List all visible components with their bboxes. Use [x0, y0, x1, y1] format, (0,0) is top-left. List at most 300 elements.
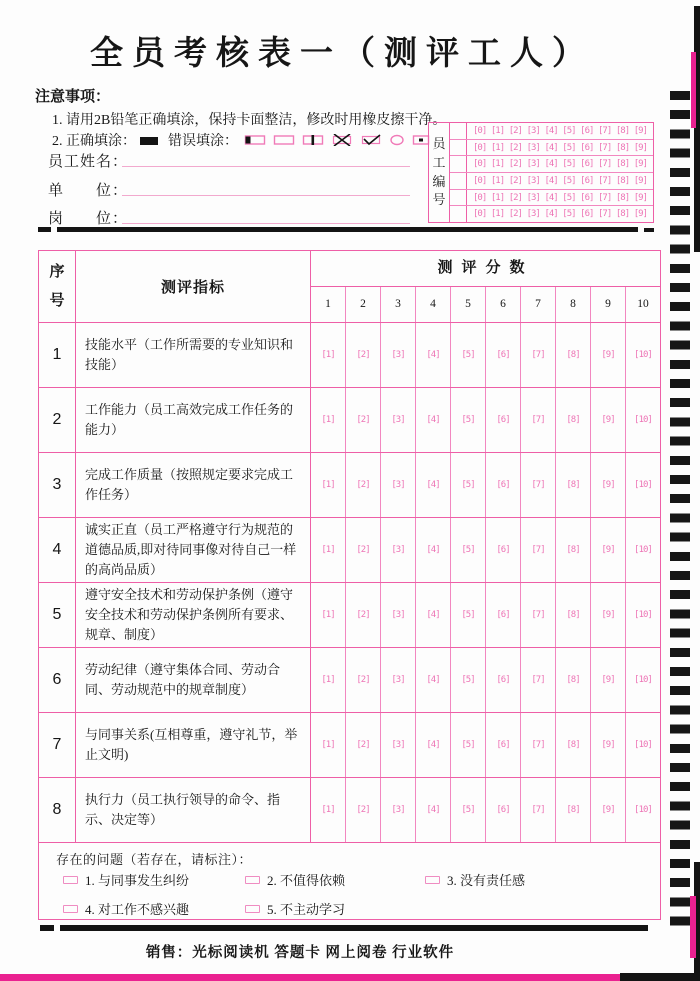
- header-score-title: 测评分数: [311, 251, 660, 287]
- score-bubble-cell[interactable]: [416, 713, 451, 777]
- row-score-bubbles: [311, 388, 660, 452]
- row-indicator: 劳动纪律（遵守集体合同、劳动合同、劳动规范中的规章制度）: [76, 648, 311, 712]
- mark-bubble: [3]: [391, 610, 405, 620]
- mark-bubble: [2]: [356, 675, 370, 685]
- digit-bubble-row: [467, 156, 653, 172]
- row-number: 1: [39, 323, 76, 387]
- mark-bubble[interactable]: [7]: [598, 192, 612, 203]
- score-bubble-cell[interactable]: [521, 323, 556, 387]
- score-bubble-cell[interactable]: [346, 713, 381, 777]
- score-bubble-cell[interactable]: [451, 518, 486, 582]
- mark-bubble[interactable]: [1]: [490, 159, 505, 170]
- row-indicator: 技能水平（工作所需要的专业知识和技能）: [76, 323, 311, 387]
- mark-bubble: [5]: [461, 415, 475, 425]
- scan-edge-bottom-corner: [620, 973, 700, 981]
- mark-bubble[interactable]: [1]: [490, 125, 505, 136]
- score-number: 5: [451, 287, 486, 322]
- score-bubble-cell[interactable]: [311, 648, 346, 712]
- digit-write-cell[interactable]: [450, 123, 467, 139]
- mark-bubble: [9]: [601, 805, 615, 815]
- digit-bubble-row: [467, 173, 653, 189]
- score-bubble-cell[interactable]: [556, 388, 591, 452]
- mark-bubble: [10]: [634, 415, 652, 425]
- mark-bubble[interactable]: [1]: [490, 142, 505, 153]
- mark-bubble: [2]: [356, 350, 370, 360]
- mark-bubble: [9]: [601, 415, 615, 425]
- mark-bubble: [4]: [426, 415, 440, 425]
- score-bubble-cell[interactable]: [556, 518, 591, 582]
- mark-bubble[interactable]: [9]: [633, 142, 647, 153]
- sync-line-top: [57, 227, 638, 232]
- row-number: 2: [39, 388, 76, 452]
- score-bubble-cell[interactable]: [346, 778, 381, 842]
- score-bubble-cell[interactable]: [451, 388, 486, 452]
- score-bubble-cell[interactable]: [591, 518, 626, 582]
- mark-bubble[interactable]: [8]: [615, 192, 630, 203]
- mark-bubble: [7]: [531, 675, 545, 685]
- digit-write-cell[interactable]: [450, 173, 467, 189]
- post-label: 岗 位：: [48, 211, 129, 227]
- score-bubble-cell[interactable]: [346, 388, 381, 452]
- score-bubble-cell[interactable]: [486, 388, 521, 452]
- mark-bubble[interactable]: [5]: [562, 209, 576, 220]
- mark-bubble: [5]: [461, 480, 475, 490]
- mark-bubble: [6]: [496, 675, 510, 685]
- row-indicator: 工作能力（员工高效完成工作任务的能力）: [76, 388, 311, 452]
- mark-bubble: [4]: [426, 545, 440, 555]
- score-bubble-cell[interactable]: [626, 518, 660, 582]
- score-bubble-cell[interactable]: [346, 648, 381, 712]
- digit-write-cell[interactable]: [450, 206, 467, 222]
- mark-bubble[interactable]: [1]: [490, 192, 505, 203]
- score-bubble-cell[interactable]: [521, 648, 556, 712]
- score-bubble-cell[interactable]: [311, 713, 346, 777]
- mark-bubble[interactable]: [4]: [544, 125, 558, 136]
- mark-bubble: [4]: [426, 480, 440, 490]
- score-bubble-cell[interactable]: [556, 713, 591, 777]
- row-score-bubbles: [311, 323, 660, 387]
- employee-id-label: 员工编号: [429, 123, 450, 222]
- score-bubble-cell[interactable]: [626, 583, 660, 647]
- score-bubble-cell[interactable]: [346, 583, 381, 647]
- score-bubble-cell[interactable]: [451, 583, 486, 647]
- mark-bubble: [10]: [634, 805, 652, 815]
- unit-label: 单 位：: [48, 183, 129, 199]
- score-bubble-cell[interactable]: [381, 778, 416, 842]
- mark-bubble[interactable]: [7]: [598, 175, 612, 186]
- problems-section: [39, 843, 660, 919]
- mark-bubble[interactable]: [4]: [544, 209, 558, 220]
- mark-bubble[interactable]: [6]: [580, 192, 594, 203]
- scan-edge-bottom-magenta: [690, 896, 696, 958]
- mark-bubble: [7]: [531, 545, 545, 555]
- mark-bubble: [6]: [496, 480, 510, 490]
- mark-bubble: [8]: [566, 545, 580, 555]
- mark-bubble[interactable]: [9]: [633, 175, 647, 186]
- score-bubble-cell[interactable]: [486, 583, 521, 647]
- wrong-fill-examples: [244, 134, 430, 146]
- employee-id-row: [450, 140, 653, 157]
- score-bubble-cell[interactable]: [626, 648, 660, 712]
- score-bubble-cell[interactable]: [591, 713, 626, 777]
- wrong-fill-label: 错误填涂：: [168, 134, 238, 149]
- score-bubble-cell[interactable]: [556, 648, 591, 712]
- mark-bubble: [4]: [426, 740, 440, 750]
- checkbox-icon[interactable]: [245, 876, 260, 884]
- mark-bubble[interactable]: [3]: [526, 175, 540, 186]
- score-table: [38, 250, 661, 920]
- row-score-bubbles: [311, 648, 660, 712]
- mark-bubble: [3]: [391, 350, 405, 360]
- table-row: [39, 453, 660, 518]
- row-indicator: 与同事关系(互相尊重，遵守礼节，举止文明): [76, 713, 311, 777]
- mark-bubble[interactable]: [8]: [615, 142, 630, 153]
- mark-bubble[interactable]: [0]: [473, 125, 487, 136]
- mark-bubble[interactable]: [7]: [598, 159, 612, 170]
- mark-bubble: [4]: [426, 805, 440, 815]
- problems-heading: 存在的问题（若存在，请标注）：: [56, 852, 253, 867]
- score-bubble-cell[interactable]: [381, 713, 416, 777]
- score-bubble-cell[interactable]: [521, 518, 556, 582]
- mark-bubble: [1]: [321, 415, 335, 425]
- mark-bubble[interactable]: [8]: [615, 175, 630, 186]
- score-bubble-cell[interactable]: [381, 583, 416, 647]
- mark-bubble[interactable]: [2]: [508, 209, 522, 220]
- wrong-fill-thinline-icon: [302, 134, 324, 146]
- mark-bubble[interactable]: [7]: [598, 125, 612, 136]
- score-bubble-cell[interactable]: [311, 323, 346, 387]
- score-bubble-cell[interactable]: [521, 583, 556, 647]
- checkbox-icon[interactable]: [245, 905, 260, 913]
- row-score-bubbles: [311, 713, 660, 777]
- row-number: 3: [39, 453, 76, 517]
- score-bubble-cell[interactable]: [416, 323, 451, 387]
- score-bubble-cell[interactable]: [346, 518, 381, 582]
- mark-bubble[interactable]: [0]: [473, 142, 487, 153]
- wrong-fill-check-icon: [360, 134, 382, 146]
- score-bubble-cell[interactable]: [311, 518, 346, 582]
- mark-bubble: [2]: [356, 740, 370, 750]
- score-bubble-cell[interactable]: [311, 778, 346, 842]
- mark-bubble[interactable]: [3]: [526, 142, 540, 153]
- employee-id-row: [450, 190, 653, 207]
- score-bubble-cell[interactable]: [521, 713, 556, 777]
- score-bubble-cell[interactable]: [486, 648, 521, 712]
- digit-bubble-row: [467, 123, 653, 139]
- sync-dash-left-top: [38, 227, 51, 232]
- mark-bubble: [5]: [461, 350, 475, 360]
- mark-bubble: [1]: [321, 805, 335, 815]
- mark-bubble: [4]: [426, 610, 440, 620]
- form-title: 全员考核表一（测评工人）: [90, 36, 594, 72]
- wrong-fill-empty-icon: [273, 134, 295, 146]
- score-number: 8: [556, 287, 591, 322]
- mark-bubble[interactable]: [6]: [580, 125, 594, 136]
- employee-id-row: [450, 123, 653, 140]
- mark-bubble[interactable]: [6]: [580, 209, 594, 220]
- scan-edge-top-magenta: [691, 52, 696, 128]
- row-number: 7: [39, 713, 76, 777]
- table-row: [39, 518, 660, 583]
- digit-write-cell[interactable]: [450, 190, 467, 206]
- mark-bubble[interactable]: [0]: [473, 192, 487, 203]
- mark-bubble[interactable]: [2]: [508, 175, 522, 186]
- note-line-2: [52, 130, 430, 150]
- score-bubble-cell[interactable]: [381, 388, 416, 452]
- mark-bubble[interactable]: [5]: [562, 175, 576, 186]
- mark-bubble: [1]: [321, 675, 335, 685]
- mark-bubble: [9]: [601, 350, 615, 360]
- score-bubble-cell[interactable]: [556, 583, 591, 647]
- mark-bubble: [8]: [566, 350, 580, 360]
- mark-bubble[interactable]: [8]: [615, 159, 630, 170]
- row-score-bubbles: [311, 583, 660, 647]
- note-line-1: 1. 请用2B铅笔正确填涂，保持卡面整洁，修改时用橡皮擦干净。: [52, 113, 447, 128]
- mark-bubble[interactable]: [9]: [633, 125, 647, 136]
- mark-bubble[interactable]: [4]: [544, 159, 558, 170]
- score-bubble-cell[interactable]: [626, 323, 660, 387]
- mark-bubble[interactable]: [3]: [526, 192, 540, 203]
- mark-bubble: [6]: [496, 350, 510, 360]
- mark-bubble[interactable]: [8]: [615, 125, 630, 136]
- table-row: [39, 713, 660, 778]
- mark-bubble[interactable]: [9]: [633, 192, 647, 203]
- mark-bubble[interactable]: [6]: [580, 142, 594, 153]
- score-bubble-cell[interactable]: [591, 388, 626, 452]
- mark-bubble[interactable]: [6]: [580, 159, 594, 170]
- score-bubble-cell[interactable]: [626, 713, 660, 777]
- score-bubble-cell[interactable]: [521, 453, 556, 517]
- mark-bubble: [9]: [601, 675, 615, 685]
- scan-edge-top: [694, 6, 700, 252]
- score-bubble-cell[interactable]: [451, 453, 486, 517]
- employee-id-row: [450, 156, 653, 173]
- score-bubble-cell[interactable]: [486, 778, 521, 842]
- checkbox-icon[interactable]: [63, 876, 78, 884]
- mark-bubble: [5]: [461, 805, 475, 815]
- row-score-bubbles: [311, 453, 660, 517]
- score-number: 6: [486, 287, 521, 322]
- mark-bubble: [6]: [496, 545, 510, 555]
- employee-name-label: 员工姓名：: [48, 154, 129, 170]
- employee-id-row: [450, 206, 653, 222]
- mark-bubble[interactable]: [5]: [562, 125, 576, 136]
- score-bubble-cell[interactable]: [521, 388, 556, 452]
- score-bubble-cell[interactable]: [486, 323, 521, 387]
- wrong-fill-cross-icon: [331, 134, 353, 146]
- mark-bubble[interactable]: [4]: [544, 142, 558, 153]
- correct-fill-example-icon: [140, 137, 158, 145]
- score-bubble-cell[interactable]: [556, 453, 591, 517]
- notes-heading: 注意事项：: [35, 89, 111, 105]
- mark-bubble: [10]: [634, 610, 652, 620]
- mark-bubble[interactable]: [2]: [508, 125, 522, 136]
- mark-bubble[interactable]: [2]: [508, 159, 522, 170]
- score-bubble-cell[interactable]: [591, 778, 626, 842]
- score-bubble-cell[interactable]: [486, 518, 521, 582]
- mark-bubble: [1]: [321, 350, 335, 360]
- mark-bubble[interactable]: [1]: [490, 209, 505, 220]
- score-bubble-cell[interactable]: [311, 453, 346, 517]
- score-bubble-cell[interactable]: [416, 518, 451, 582]
- score-bubble-cell[interactable]: [451, 713, 486, 777]
- problem-option-5[interactable]: 5. 不主动学习: [245, 899, 345, 918]
- score-bubble-cell[interactable]: [416, 778, 451, 842]
- score-bubble-cell[interactable]: [346, 323, 381, 387]
- score-bubble-cell[interactable]: [626, 778, 660, 842]
- row-number: 8: [39, 778, 76, 842]
- mark-bubble[interactable]: [0]: [473, 175, 487, 186]
- vendor-footer: 销售：光标阅读机 答题卡 网上阅卷 行业软件: [145, 945, 455, 961]
- score-number: 9: [591, 287, 626, 322]
- row-score-bubbles: [311, 518, 660, 582]
- score-bubble-cell[interactable]: [626, 388, 660, 452]
- score-number: 10: [637, 298, 649, 310]
- row-indicator: 诚实正直（员工严格遵守行为规范的道德品质,即对待同事像对待自己一样的高尚品质）: [76, 518, 311, 582]
- mark-bubble: [10]: [634, 545, 652, 555]
- mark-bubble[interactable]: [2]: [508, 142, 522, 153]
- score-bubble-cell[interactable]: [591, 583, 626, 647]
- score-bubble-cell[interactable]: [591, 453, 626, 517]
- score-bubble-cell[interactable]: [591, 648, 626, 712]
- mark-bubble: [8]: [566, 415, 580, 425]
- problem-option-2[interactable]: 2. 不值得依赖: [245, 870, 345, 889]
- score-number: 1: [311, 287, 346, 322]
- score-bubble-cell[interactable]: [451, 323, 486, 387]
- mark-bubble: [8]: [566, 740, 580, 750]
- score-bubble-cell[interactable]: [486, 713, 521, 777]
- mark-bubble: [4]: [426, 675, 440, 685]
- mark-bubble[interactable]: [3]: [526, 209, 540, 220]
- wrong-fill-halfmark-icon: [244, 134, 266, 146]
- mark-bubble: [6]: [496, 610, 510, 620]
- digit-write-cell[interactable]: [450, 156, 467, 172]
- mark-bubble[interactable]: [7]: [598, 142, 612, 153]
- score-bubble-cell[interactable]: [381, 648, 416, 712]
- mark-bubble[interactable]: [4]: [544, 175, 558, 186]
- mark-bubble: [6]: [496, 740, 510, 750]
- mark-bubble: [3]: [391, 415, 405, 425]
- header-scores: [311, 251, 660, 322]
- mark-bubble[interactable]: [8]: [615, 209, 630, 220]
- sync-line-bottom: [60, 925, 648, 931]
- mark-bubble[interactable]: [9]: [633, 209, 647, 220]
- unit-line[interactable]: [122, 195, 410, 196]
- wrong-fill-circle-icon: [389, 134, 405, 146]
- score-bubble-cell[interactable]: [311, 583, 346, 647]
- mark-bubble[interactable]: [3]: [526, 159, 540, 170]
- mark-bubble: [5]: [461, 610, 475, 620]
- score-bubble-cell[interactable]: [311, 388, 346, 452]
- scan-edge-bottom-strip: [0, 974, 622, 981]
- mark-bubble: [8]: [566, 480, 580, 490]
- mark-bubble[interactable]: [3]: [526, 125, 540, 136]
- post-line[interactable]: [122, 223, 410, 224]
- mark-bubble[interactable]: [6]: [580, 175, 594, 186]
- score-bubble-cell[interactable]: [556, 778, 591, 842]
- problem-option-3[interactable]: 3. 没有责任感: [425, 870, 525, 889]
- mark-bubble: [2]: [356, 610, 370, 620]
- score-bubble-cell[interactable]: [381, 518, 416, 582]
- employee-id-rows: [450, 123, 653, 222]
- score-bubble-cell[interactable]: [416, 453, 451, 517]
- score-bubble-cell[interactable]: [486, 453, 521, 517]
- score-bubble-cell[interactable]: [626, 453, 660, 517]
- score-number: 7: [521, 287, 556, 322]
- score-bubble-cell[interactable]: [416, 388, 451, 452]
- mark-bubble: [2]: [356, 415, 370, 425]
- sync-dash-right-top: [644, 228, 654, 232]
- checkbox-icon[interactable]: [63, 905, 78, 913]
- score-number: 2: [346, 287, 381, 322]
- score-bubble-cell[interactable]: [556, 323, 591, 387]
- mark-bubble: [8]: [566, 610, 580, 620]
- mark-bubble[interactable]: [2]: [508, 192, 522, 203]
- mark-bubble: [9]: [601, 480, 615, 490]
- digit-write-cell[interactable]: [450, 140, 467, 156]
- score-bubble-cell[interactable]: [451, 648, 486, 712]
- employee-id-grid: [428, 122, 654, 223]
- score-bubble-cell[interactable]: [591, 323, 626, 387]
- mark-bubble[interactable]: [5]: [562, 192, 576, 203]
- mark-bubble[interactable]: [0]: [473, 159, 487, 170]
- score-bubble-cell[interactable]: [381, 323, 416, 387]
- score-bubble-cell[interactable]: [521, 778, 556, 842]
- digit-bubble-row: [467, 140, 653, 156]
- table-row: [39, 388, 660, 453]
- score-bubble-cell[interactable]: [451, 778, 486, 842]
- mark-bubble[interactable]: [9]: [633, 159, 647, 170]
- mark-bubble: [6]: [496, 805, 510, 815]
- table-row: [39, 583, 660, 648]
- mark-bubble: [8]: [566, 805, 580, 815]
- mark-bubble: [9]: [601, 610, 615, 620]
- checkbox-icon[interactable]: [425, 876, 440, 884]
- row-number: 4: [39, 518, 76, 582]
- score-bubble-cell[interactable]: [381, 453, 416, 517]
- mark-bubble[interactable]: [0]: [473, 209, 487, 220]
- score-bubble-cell[interactable]: [346, 453, 381, 517]
- score-number: 4: [416, 287, 451, 322]
- score-bubble-cell[interactable]: [416, 648, 451, 712]
- row-number: 6: [39, 648, 76, 712]
- mark-bubble: [7]: [531, 610, 545, 620]
- mark-bubble: [2]: [356, 480, 370, 490]
- problem-option-4[interactable]: 4. 对工作不感兴趣: [63, 899, 189, 918]
- mark-bubble: [8]: [566, 675, 580, 685]
- employee-name-line[interactable]: [122, 166, 410, 167]
- mark-bubble: [1]: [321, 740, 335, 750]
- correct-fill-label: 2. 正确填涂：: [52, 134, 136, 149]
- mark-bubble[interactable]: [7]: [598, 209, 612, 220]
- mark-bubble: [10]: [634, 740, 652, 750]
- score-bubble-cell[interactable]: [416, 583, 451, 647]
- mark-bubble: [3]: [391, 675, 405, 685]
- mark-bubble[interactable]: [5]: [562, 142, 576, 153]
- mark-bubble: [5]: [461, 545, 475, 555]
- mark-bubble[interactable]: [4]: [544, 192, 558, 203]
- row-indicator: 遵守安全技术和劳动保护条例（遵守安全技术和劳动保护条例所有要求、规章、制度）: [76, 583, 311, 647]
- table-header: [39, 251, 660, 323]
- mark-bubble: [10]: [634, 675, 652, 685]
- mark-bubble: [4]: [426, 350, 440, 360]
- mark-bubble[interactable]: [5]: [562, 159, 576, 170]
- row-score-bubbles: [311, 778, 660, 842]
- mark-bubble: [2]: [356, 545, 370, 555]
- problem-option-1[interactable]: 1. 与同事发生纠纷: [63, 870, 189, 889]
- mark-bubble[interactable]: [1]: [490, 175, 505, 186]
- digit-bubble-row: [467, 206, 653, 222]
